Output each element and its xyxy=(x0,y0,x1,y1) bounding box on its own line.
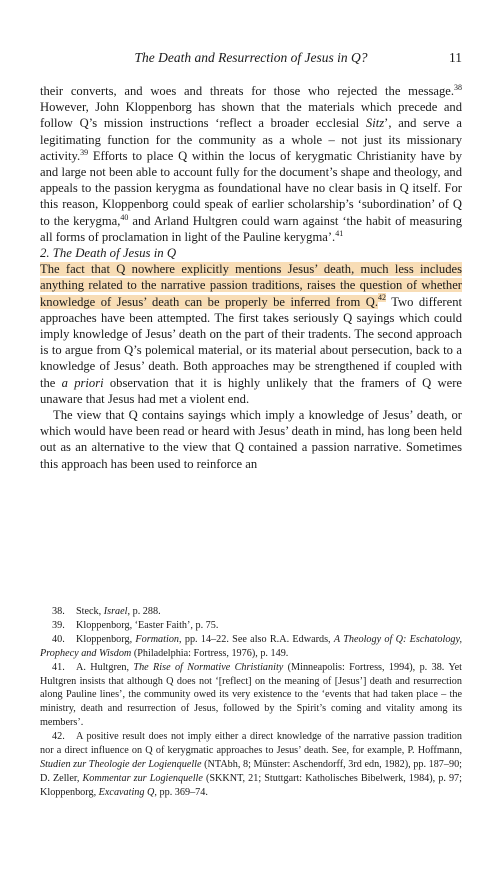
footnote-38: 38. Steck, Israel, p. 288. xyxy=(52,606,161,617)
section-heading: 2. The Death of Jesus in Q xyxy=(40,246,177,261)
page-header xyxy=(40,50,462,70)
paragraph-3: The view that Q contains sayings which imply a knowledge of Jesus’ death, or which would have been read or heard with Jesus’ death in mind, has long been held out as an alternative to the view that Q contained a passion narrative. Sometimes this approach has been used to reinforce an xyxy=(40,408,462,471)
running-title: The Death and Resurrection of Jesus in Q? xyxy=(134,50,368,65)
footnote-ref-40[interactable]: 40 xyxy=(120,212,129,222)
footnote-42: 42. A positive result does not imply either a direct knowledge of the narrative passion tradition nor a direct influence on Q of kerygmatic approaches to Jesus’ death. See, for example, P. Hoffmann, Studien zur Theologie der Logienquelle (NTAbh, 8; Münster: Aschendorff, 3rd edn, 1982), pp. 187–90; D. Zeller, Kommentar zur Logienquelle (SKKNT, 21; Stuttgart: Katholisches Bibelwerk, 1984), p. 97; Kloppenborg, Excavating Q, pp. 369–74. xyxy=(40,731,462,798)
footnote-41: 41. A. Hultgren, The Rise of Normative Christianity (Minneapolis: Fortress, 1994), p. 38. Yet Hultgren insists that although Q does not ‘[reflect] on the meaning of [Jesus’] death and resurrection along Pauline lines’, the community owed its very existence to the ‘events that had taken place – the ministry, death and resurrection of Jesus, followed by the Spirit’s coming and vitality among its members’. xyxy=(40,661,463,729)
body-text xyxy=(40,83,462,472)
footnotes xyxy=(40,605,462,800)
footnote-39: 39. Kloppenborg, ‘Easter Faith’, p. 75. xyxy=(52,619,219,631)
footnote-ref-41[interactable]: 41 xyxy=(335,228,344,238)
highlighted-passage[interactable]: The fact that Q nowhere explicitly mentions Jesus’ death, much less includes anything related to the narrative passion traditions, raises the question of whether knowledge of Jesus’ death can be properly be inferred from Q. xyxy=(40,262,462,309)
footnote-ref-38[interactable]: 38 xyxy=(454,82,462,92)
paragraph-1: their converts, and woes and threats for those who rejected the message.$^{38}$ However, John Kloppenborg has shown that the materials which precede and follow Q’s mission instructions ‘reflect a broader ecclesial Sitz’, and serve a legitimating function for the community as a whole – not just its missionary activity.$^{39}$ Efforts to place Q within the locus of kerygmatic Christianity have by and large not been able to account fully for the document’s shape and theology, and appeals to the passion kerygma as foundational have no clear basis in Q itself. For this reason, Kloppenborg could speak of earlier scholarship’s ‘subordination’ of Q to the kerygma,$^{40}$ and Arland Hultgren could warn against ‘the habit of measuring all forms of proclamation in light of the Pauline kerygma’.$^{41}$ xyxy=(40,82,463,244)
footnote-40: 40. Kloppenborg, Formation, pp. 14–22. See also R.A. Edwards, A Theology of Q: Eschatology, Prophecy and Wisdom (Philadelphia: Fortress, 1976), p. 149. xyxy=(40,633,463,659)
footnote-ref-39[interactable]: 39 xyxy=(80,147,89,157)
paragraph-2: The fact that Q nowhere explicitly mentions Jesus’ death, much less includes anything related to the narrative passion traditions, raises the question of whether knowledge of Jesus’ death can be properly be inferred from Q.$^{42}$ Two different approaches have been attempted. The first takes seriously Q sayings which could imply knowledge of Jesus’ death on the part of their tradents. The second approach is to argue from Q’s polemical material, or its material about persecution, back to a knowledge of Jesus’ death. Both approaches may be strengthened if coupled with the a priori observation that it is highly unlikely that the framers of Q were unaware that Jesus had met a violent end. xyxy=(40,262,462,406)
page-number: 11 xyxy=(449,50,462,65)
footnote-ref-42[interactable]: 42 xyxy=(377,293,386,303)
